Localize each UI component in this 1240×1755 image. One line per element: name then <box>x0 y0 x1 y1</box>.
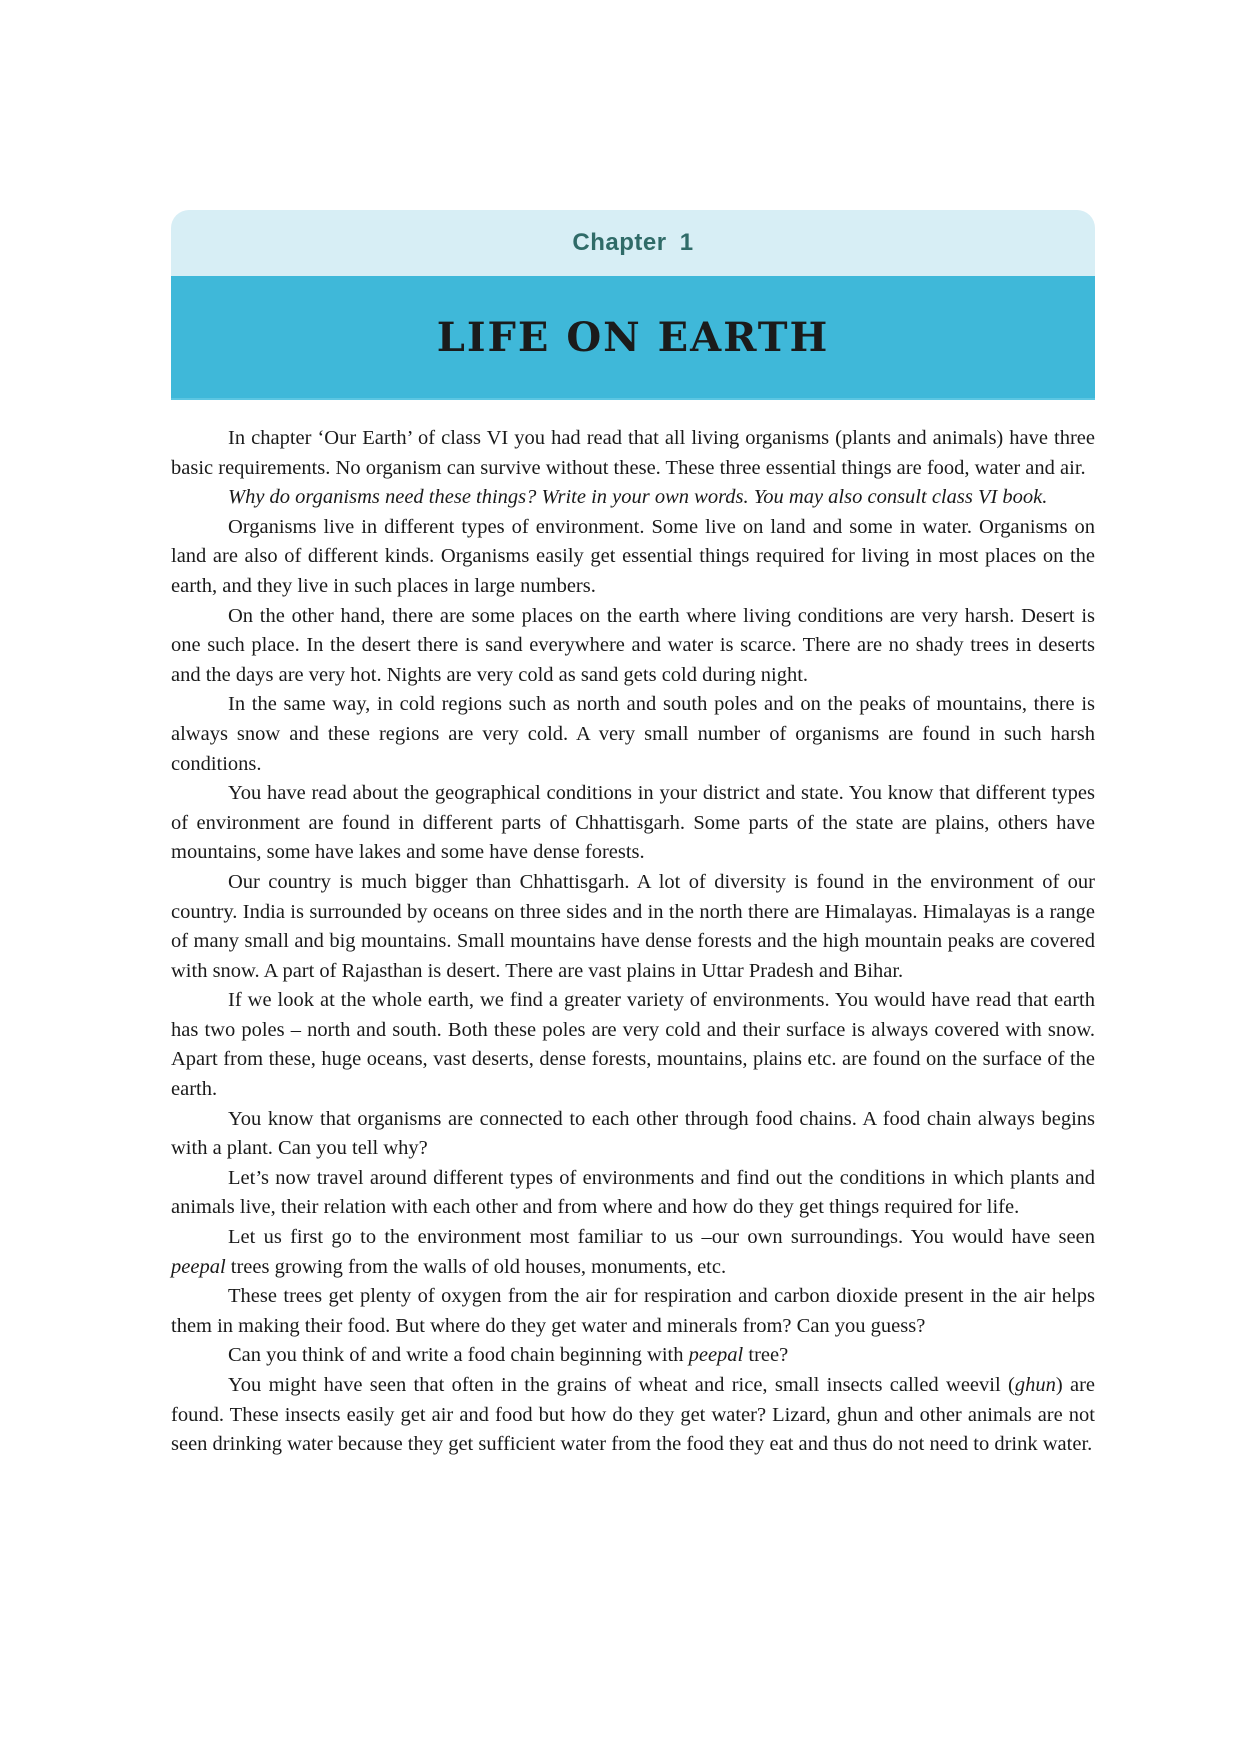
paragraph: These trees get plenty of oxygen from the air for respiration and carbon dioxide present in the air helps them in making their food. But where do they get water and minerals from? Can you guess? <box>171 1285 1095 1337</box>
chapter-title-band <box>171 276 1095 400</box>
paragraph: In chapter ‘Our Earth’ of class VI you had read that all living organisms (plants and animals) have three basic requirements. No organism can survive without these. These three essential things are food, water and air. <box>171 427 1095 479</box>
paragraph: Our country is much bigger than Chhattisgarh. A lot of diversity is found in the environment of our country. India is surrounded by oceans on three sides and in the north there are Himalayas. Himalayas is a range of many small and big mountains. Small mountains have dense forests and the high mountain peaks are covered with snow. A part of Rajasthan is desert. There are vast plains in Uttar Pradesh and Bihar. <box>171 870 1095 982</box>
paragraph: You have read about the geographical conditions in your district and state. You know that different types of environment are found in different parts of Chhattisgarh. Some parts of the state are plains, others have mountains, some have lakes and some have dense forests. <box>171 782 1095 864</box>
paragraph: In the same way, in cold regions such as north and south poles and on the peaks of mountains, there is always snow and these regions are very cold. A very small number of organisms are found in such harsh conditions. <box>171 693 1095 775</box>
paragraph <box>171 1371 1095 1460</box>
chapter-number: Chapter 1 <box>572 229 694 256</box>
paragraph-text: tree? <box>743 1344 789 1367</box>
paragraph-text: trees growing from the walls of old houses, monuments, etc. <box>225 1255 727 1278</box>
emphasized-term: peepal <box>688 1344 744 1367</box>
paragraph: Organisms live in different types of environment. Some live on land and some in water. Organisms on land are also of different kinds. Organisms easily get essential things required for living in most places on the earth, and they live in such places in large numbers. <box>171 515 1095 597</box>
paragraph: Let’s now travel around different types of environments and find out the conditions in which plants and animals live, their relation with each other and from where and how do they get things required for life. <box>171 1166 1095 1219</box>
paragraph: You know that organisms are connected to each other through food chains. A food chain always begins with a plant. Can you tell why? <box>171 1107 1095 1160</box>
chapter-header <box>171 210 1095 400</box>
emphasized-term: peepal <box>171 1255 226 1278</box>
paragraph-text: You might have seen that often in the grains of wheat and rice, small insects called weevil ( <box>228 1374 1015 1396</box>
paragraph-text: ) are found. These insects easily get air and food but how do they get water? Lizard, ghun and other animals are not seen drinking water because they get sufficient water from the food they eat and thus do not need to drink water. <box>171 1374 1095 1456</box>
activity-question: Why do organisms need these things? Write in your own words. You may also consult class VI book. <box>228 486 1048 509</box>
chapter-body <box>171 424 1095 1460</box>
paragraph <box>171 1341 1095 1371</box>
paragraph <box>171 1223 1095 1282</box>
paragraph: On the other hand, there are some places on the earth where living conditions are very harsh. Desert is one such place. In the desert there is sand everywhere and water is scarce. There are no shady trees in deserts and the days are very hot. Nights are very cold as sand gets cold during night. <box>171 604 1095 686</box>
paragraph-text: Let us first go to the environment most familiar to us –our own surroundings. You would have seen <box>228 1226 1095 1249</box>
chapter-label-band <box>171 210 1095 276</box>
chapter-title: LIFE ON EARTH <box>436 313 830 361</box>
paragraph: If we look at the whole earth, we find a greater variety of environments. You would have read that earth has two poles – north and south. Both these poles are very cold and their surface is always covered with snow. Apart from these, huge oceans, vast deserts, dense forests, mountains, plains etc. are found on the surface of the earth. <box>171 989 1095 1101</box>
paragraph-text: Can you think of and write a food chain beginning with <box>228 1344 689 1367</box>
emphasized-term: ghun <box>1014 1374 1056 1396</box>
